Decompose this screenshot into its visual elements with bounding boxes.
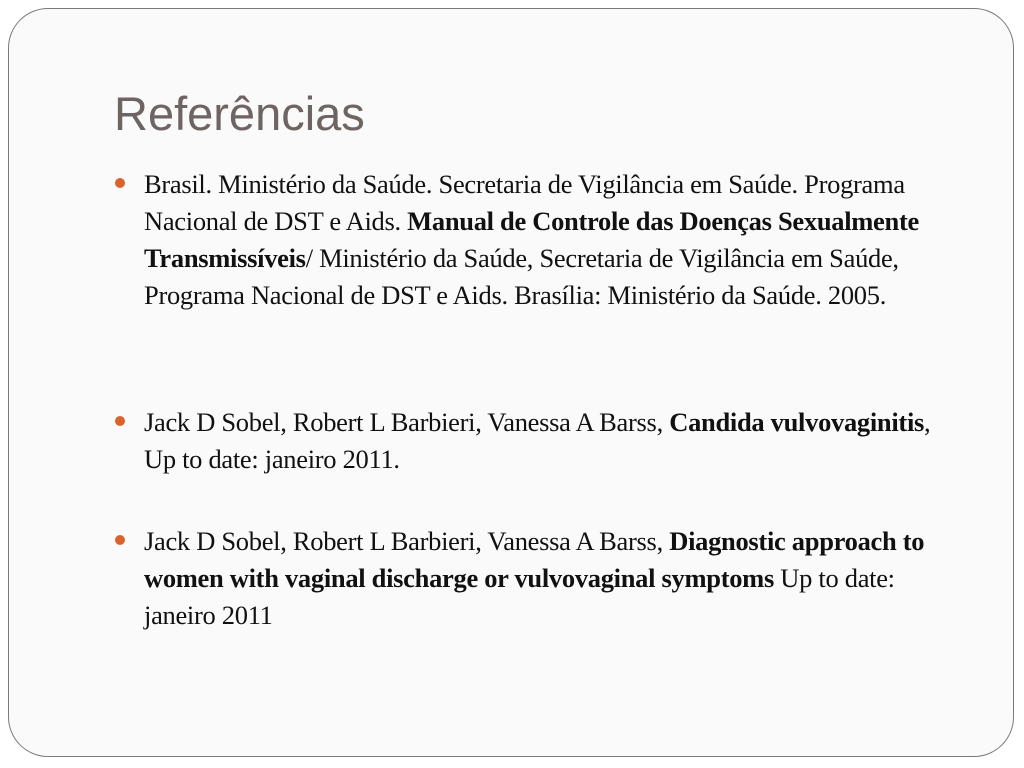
- bullet-icon: [115, 178, 125, 188]
- reference-item-candida: [144, 404, 954, 478]
- bullet-icon: [115, 535, 125, 545]
- reference-text: Jack D Sobel, Robert L Barbieri, Vanessa A Barss,: [144, 407, 670, 437]
- reference-title: Diagnostic approach to women with vaginal discharge or vulvovaginal symptoms: [144, 526, 925, 593]
- reference-title: Candida vulvovaginitis: [669, 407, 925, 437]
- bullet-icon: [115, 416, 125, 426]
- reference-text-after: , Up to date: janeiro 2011.: [144, 407, 931, 474]
- reference-title: Manual de Controle das Doenças Sexualmente Transmissíveis: [144, 206, 919, 273]
- reference-text: Jack D Sobel, Robert L Barbieri, Vanessa A Barss,: [144, 526, 670, 556]
- reference-text-after: Up to date: janeiro 2011: [144, 563, 895, 630]
- reference-item-manual-dst: [144, 166, 954, 314]
- reference-item-diagnostic: [144, 523, 954, 634]
- reference-text-after: / Ministério da Saúde, Secretaria de Vigilância em Saúde, Programa Nacional de DST e Aids. Brasília: Ministério da Saúde. 2005.: [144, 243, 899, 310]
- reference-text: Brasil. Ministério da Saúde. Secretaria de Vigilância em Saúde. Programa Nacional de DST e Aids.: [144, 169, 905, 236]
- slide-title: Referências: [114, 87, 365, 140]
